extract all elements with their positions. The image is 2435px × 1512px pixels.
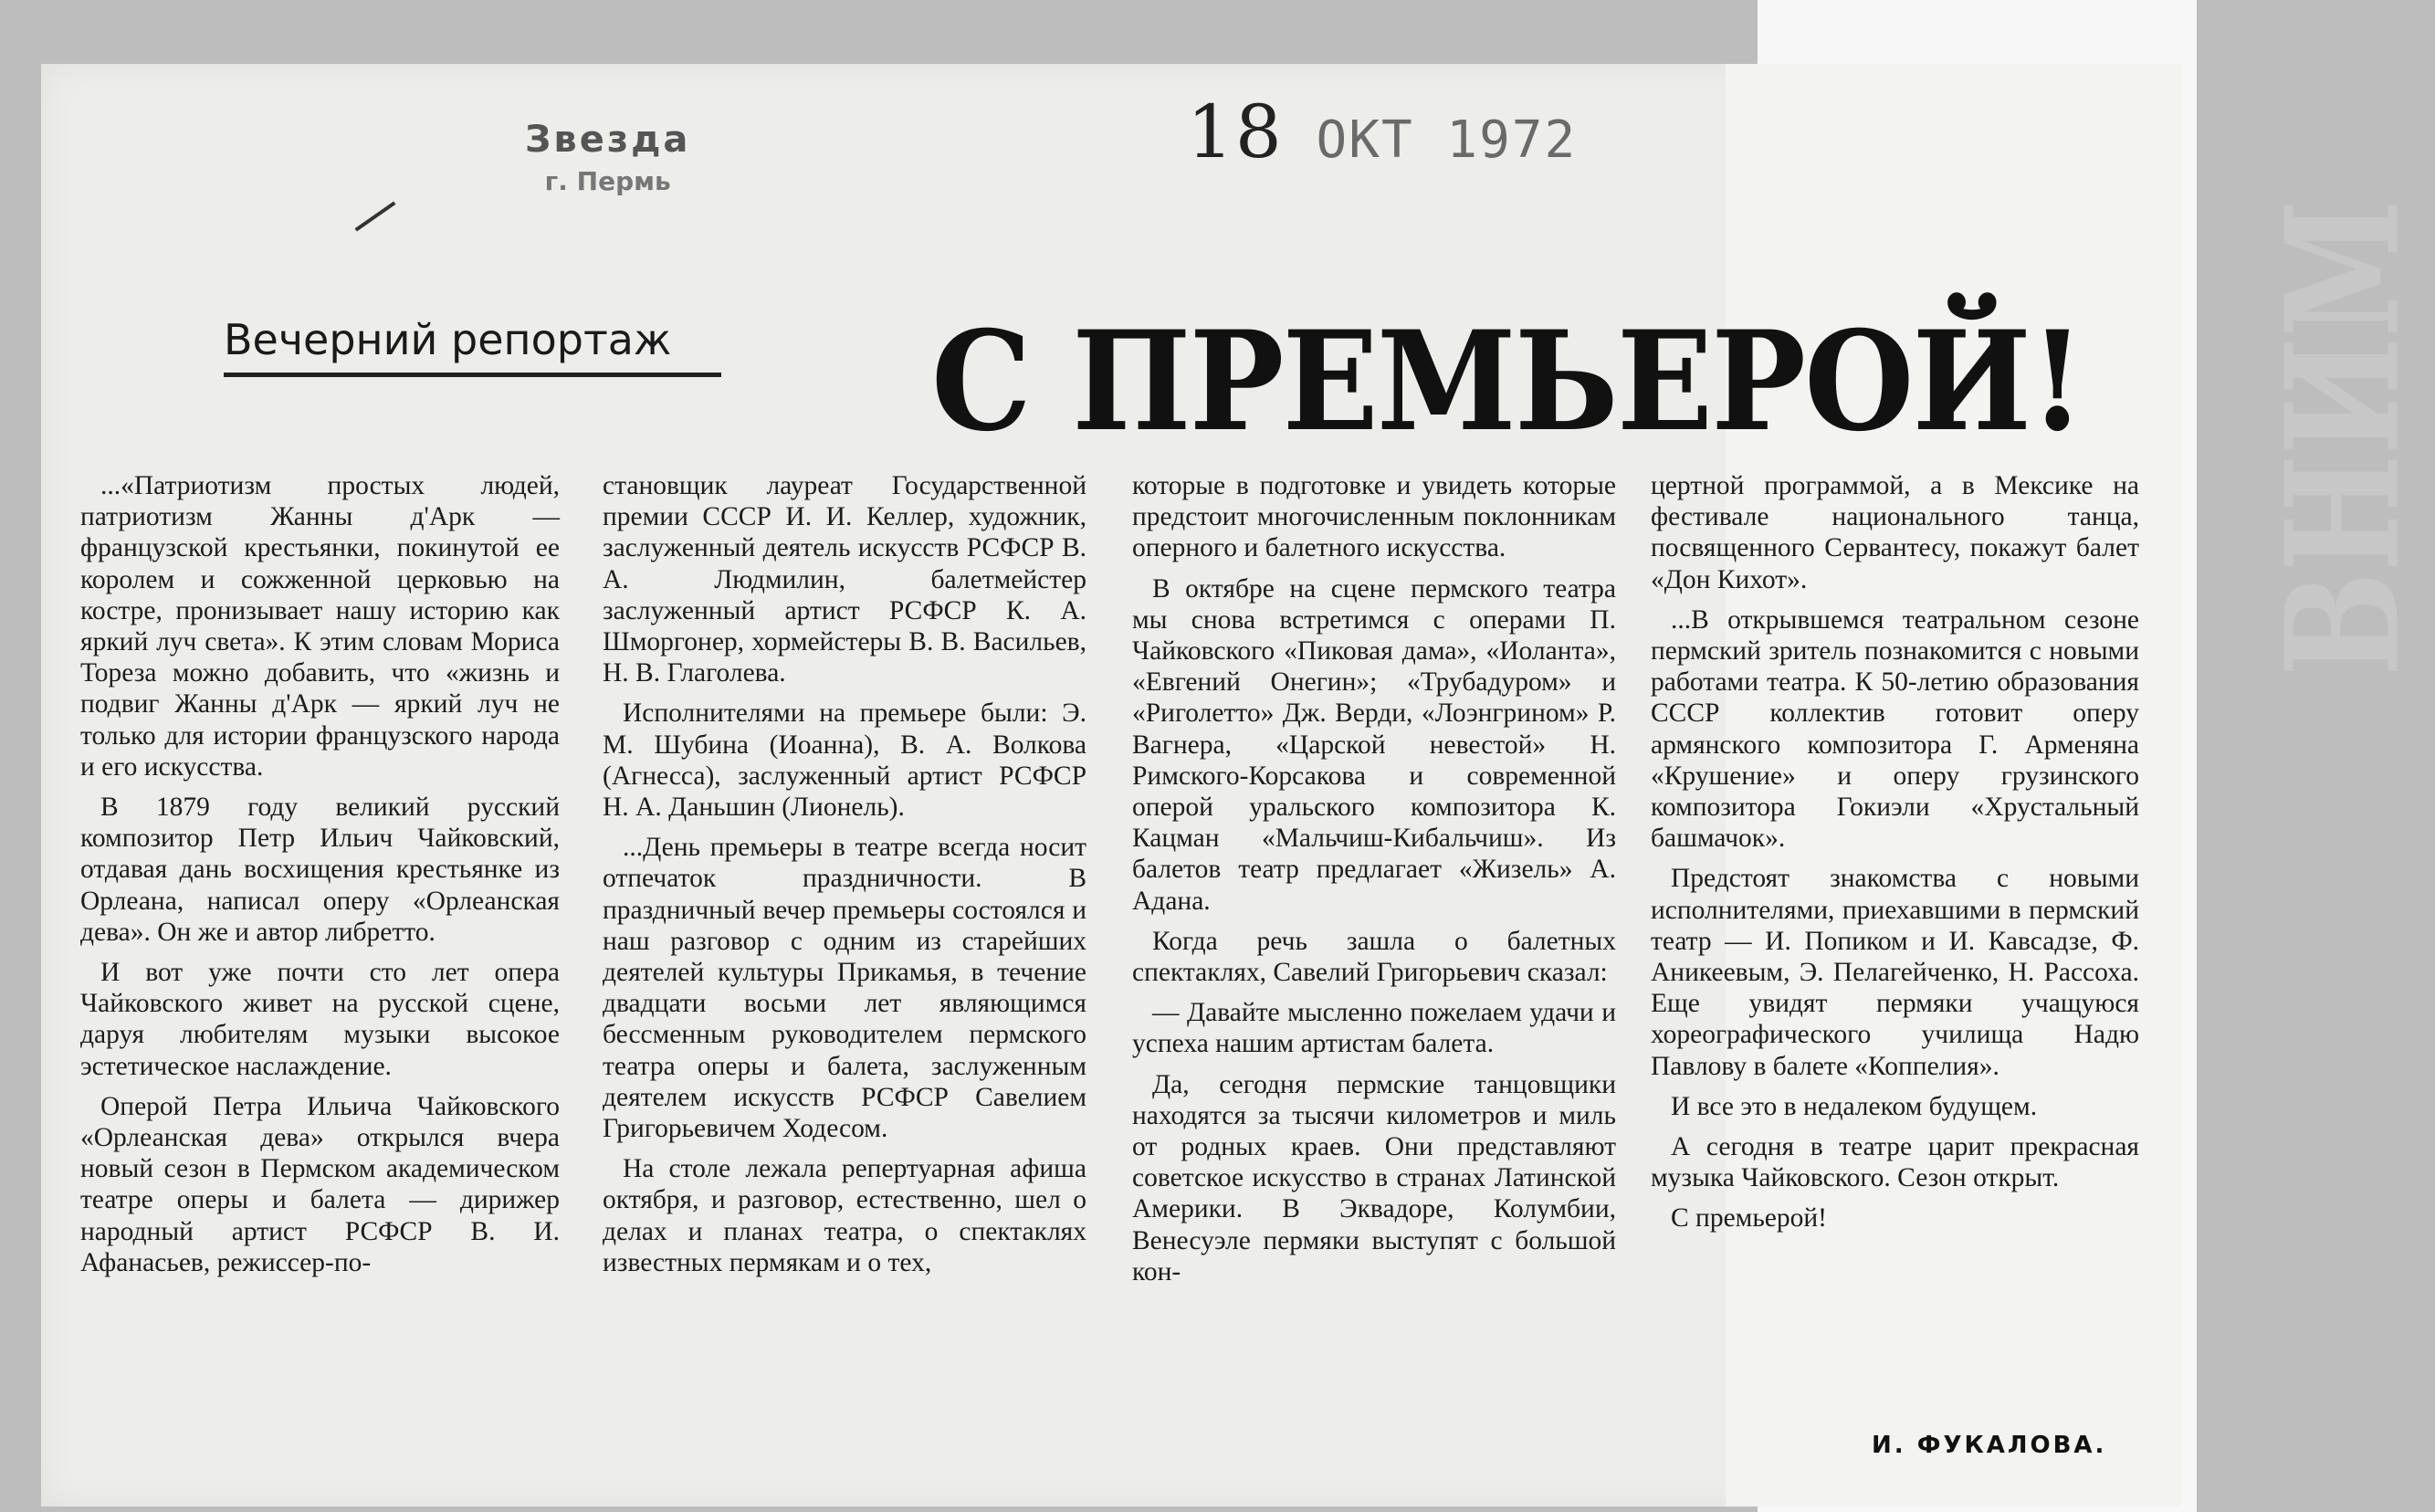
article-column-3 [1132,470,1616,1297]
paragraph: В октябре на сцене пермского театра мы снова встретимся с операми П. Чайковского «Пиковая дама», «Иоланта», «Евгений Онегин»; «Трубадуром» и «Риголетто» Дж. Верди, «Лоэнгрином» Р. Вагнера, «Царской невестой» Н. Римского-Корсакова и современной оперой уральского композитора К. Кацман «Мальчиш-Кибальчиш». Из балетов театр предлагает «Жизель» А. Адана. [1132,573,1616,916]
article-column-4 [1651,470,2139,1244]
paragraph: становщик лауреат Государственной премии СССР И. И. Келлер, художник, заслуженный деятель искусств РСФСР В. А. Людмилин, балетмейстер заслуженный артист РСФСР К. А. Шморгонер, хормейстеры В. В. Васильев, Н. В. Глаголева. [603,471,1086,688]
paragraph: ...День премьеры в театре всегда носит отпечаток праздничности. В праздничный вечер премьеры состоялся и наш разговор с одним из старейших деятелей культуры Прикамья, в течение двадцати восьми лет являющимся бессменным руководителем пермского театра оперы и балета, заслуженным деятелем искусств РСФСР Савелием Григорьевичем Ходесом. [603,833,1086,1144]
article-column-2 [603,470,1086,1287]
paragraph: ...«Патриотизм простых людей, патриотизм Жанны д'Арк — французской крестьянки, покинутой ее королем и сожженной церковью на костре, пронизывает нашу историю как яркий луч света». К этим словам Мориса Тореза можно добавить, что «жизнь и подвиг Жанны д'Арк — яркий луч не только для истории французского народа и его искусства. [80,471,560,782]
bleed-through-lettering: ВНИМ [2251,199,2435,677]
newspaper-city: г. Пермь [544,166,671,196]
paragraph: Предстоят знакомства с новыми исполнителями, приехавшими в пермский театр — И. Попиком и И. Кавсадзе, Ф. Аникеевым, Э. Пелагейченко, Н. Рассоха. Еще увидят пермяки учащуюся хореографического училища Надю Павлову в балете «Коппелия». [1651,864,2139,1081]
paragraph: Оперой Петра Ильича Чайковского «Орлеанская дева» открылся вчера новый сезон в Пермском академическом театре оперы и балета — дирижер народный артист РСФСР В. И. Афанасьев, режиссер-по- [80,1091,560,1277]
date-stamp [1187,89,1577,174]
paragraph: И вот уже почти сто лет опера Чайковского живет на русской сцене, даруя любителям музыки высокое эстетическое наслаждение. [80,958,560,1081]
newspaper-name: Звезда [525,119,691,161]
paragraph: С премьерой! [1671,1203,1828,1234]
date-stamp-month-year: ОКТ 1972 [1316,110,1578,170]
newspaper-masthead [525,119,690,196]
paragraph: Да, сегодня пермские танцовщики находятся за тысячи километров и миль от родных краев. Они представляют советское искусство в странах Латинской Америки. В Эквадоре, Колумбии, Венесуэле пермяки выступят с большой кон- [1132,1069,1616,1286]
paragraph: На столе лежала репертуарная афиша октября, и разговор, естественно, шел о делах и планах театра, о спектаклях известных пермякам и о тех, [603,1154,1086,1277]
paragraph: Исполнителями на премьере были: Э. М. Шубина (Иоанна), В. А. Волкова (Агнесса), заслуженный артист РСФСР Н. А. Даньшин (Лионель). [603,698,1086,823]
paragraph: цертной программой, а в Мексике на фестивале национального танца, посвященного Сервантесу, покажут балет «Дон Кихот». [1651,471,2139,594]
article-column-1 [80,470,560,1287]
article-headline: С ПРЕМЬЕРОЙ! [931,301,2083,462]
paragraph: В 1879 году великий русский композитор Петр Ильич Чайковский, отдавая дань восхищения крестьянке из Орлеана, написал оперу «Орлеанская дева». Он же и автор либретто. [80,793,560,947]
author-signature: И. ФУКАЛОВА. [1872,1432,2107,1459]
rubric-underline [224,373,721,377]
section-rubric: Вечерний репортаж [224,315,672,364]
paragraph: Когда речь зашла о балетных спектаклях, Савелий Григорьевич сказал: [1132,926,1616,988]
paragraph: И все это в недалеком будущем. [1671,1091,2038,1121]
paragraph: — Давайте мысленно пожелаем удачи и успеха нашим артистам балета. [1132,998,1616,1059]
paragraph: ...В открывшемся театральном сезоне пермский зритель познакомится с новыми работами театра. К 50-летию образования СССР коллектив готовит оперу армянского композитора Г. Арменяна «Крушение» и оперу грузинского композитора Гокиэли «Хрустальный башмачок». [1651,604,2139,854]
paragraph: А сегодня в театре царит прекрасная музыка Чайковского. Сезон открыт. [1651,1132,2139,1193]
date-stamp-day: 18 [1187,89,1284,174]
paragraph: которые в подготовке и увидеть которые предстоит многочисленным поклонникам оперного и балетного искусства. [1132,471,1616,563]
